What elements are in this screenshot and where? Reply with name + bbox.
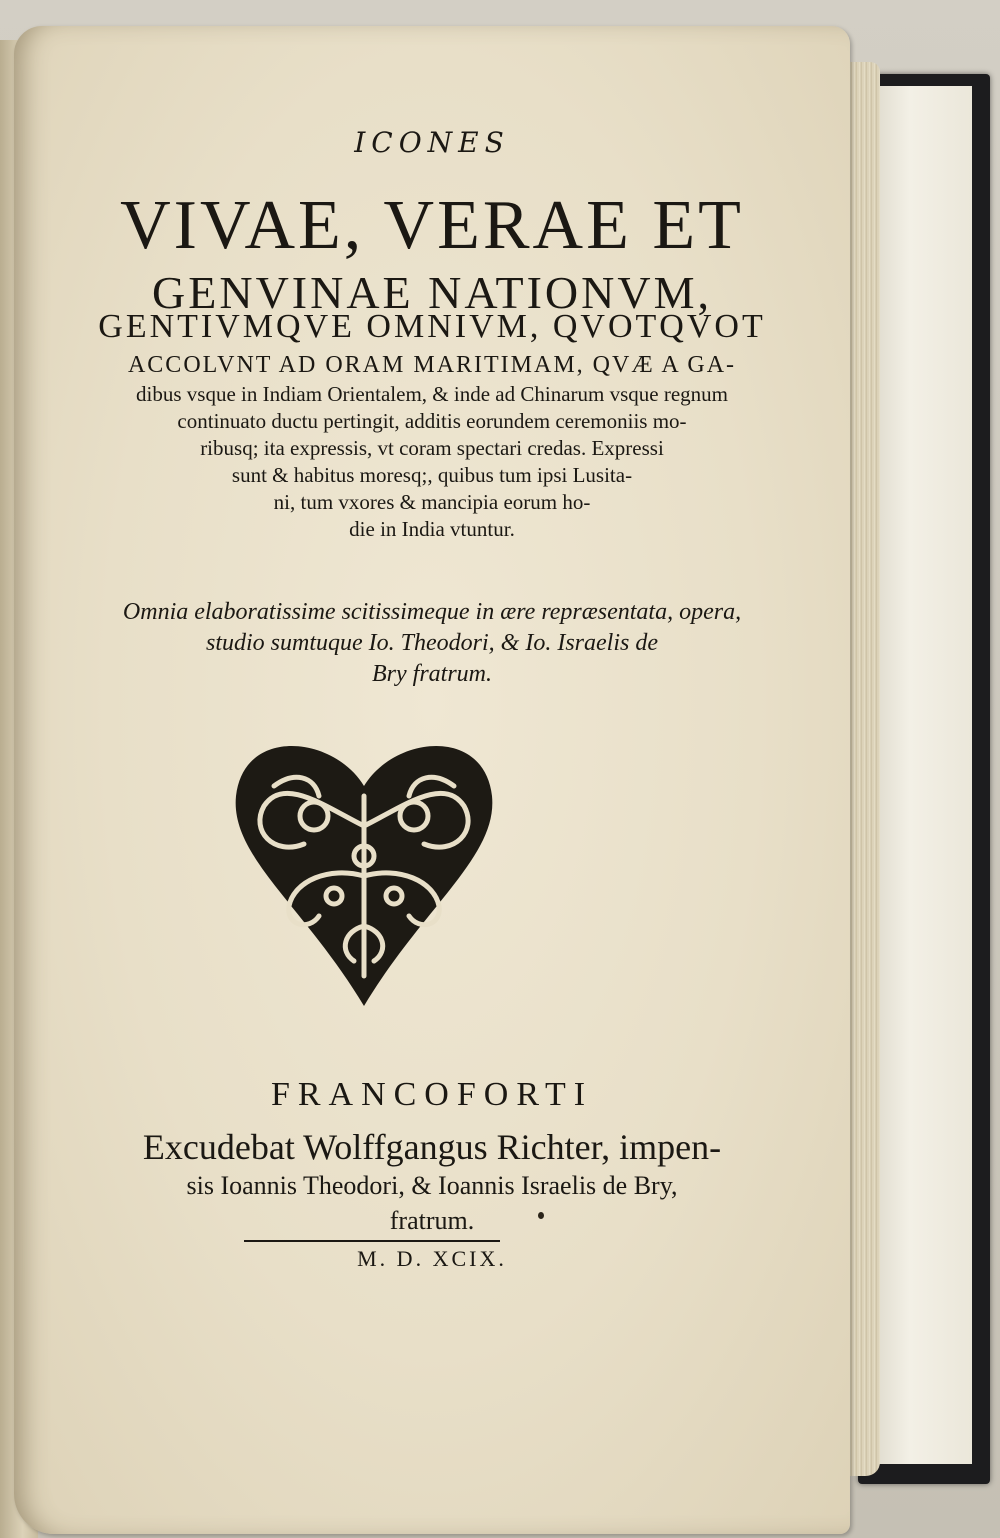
heart-ornament-icon bbox=[214, 716, 514, 1016]
body-line: die in India vtuntur. bbox=[349, 517, 515, 541]
italic-line: Omnia elaboratissime scitissimeque in ære repræsentata, opera, bbox=[122, 599, 742, 625]
title-line-4: ACCOLVNT AD ORAM MARITIMAM, QVÆ A GA- bbox=[127, 352, 737, 378]
body-line: ni, tum vxores & mancipia eorum ho- bbox=[273, 490, 591, 514]
title-line-1: VIVAE, VERAE ET bbox=[120, 187, 744, 264]
title-line-2: GENVINAE NATIONVM, bbox=[152, 267, 712, 318]
body-line: ribusq; ita expressis, vt coram spectari credas. Expressi bbox=[200, 436, 664, 460]
title-page bbox=[14, 26, 850, 1534]
date: M. D. XCIX. bbox=[357, 1246, 507, 1271]
italic-line: studio sumtuque Io. Theodori, & Io. Israelis de bbox=[206, 630, 658, 656]
heading: ICONES bbox=[354, 126, 510, 159]
imprint-line-1: Excudebat Wolffgangus Richter, impen- bbox=[142, 1127, 722, 1167]
imprint-city: FRANCOFORTI bbox=[270, 1076, 594, 1113]
body-line: continuato ductu pertingit, additis eorundem ceremoniis mo- bbox=[177, 409, 687, 433]
italic-line: Bry fratrum. bbox=[372, 661, 492, 687]
imprint-line-2: sis Ioannis Theodori, & Ioannis Israelis de Bry, bbox=[186, 1171, 678, 1200]
body-line: dibus vsque in Indiam Orientalem, & inde ad Chinarum vsque regnum bbox=[136, 382, 728, 406]
paper-block bbox=[868, 86, 972, 1464]
imprint-line-3: fratrum. bbox=[389, 1206, 475, 1235]
body-line: sunt & habitus moresq;, quibus tum ipsi Lusita- bbox=[231, 463, 633, 487]
ink-speck bbox=[538, 1212, 544, 1219]
title-line-3: GENTIVMQVE OMNIVM, QVOTQVOT bbox=[98, 308, 766, 345]
date-rule bbox=[244, 1240, 500, 1242]
